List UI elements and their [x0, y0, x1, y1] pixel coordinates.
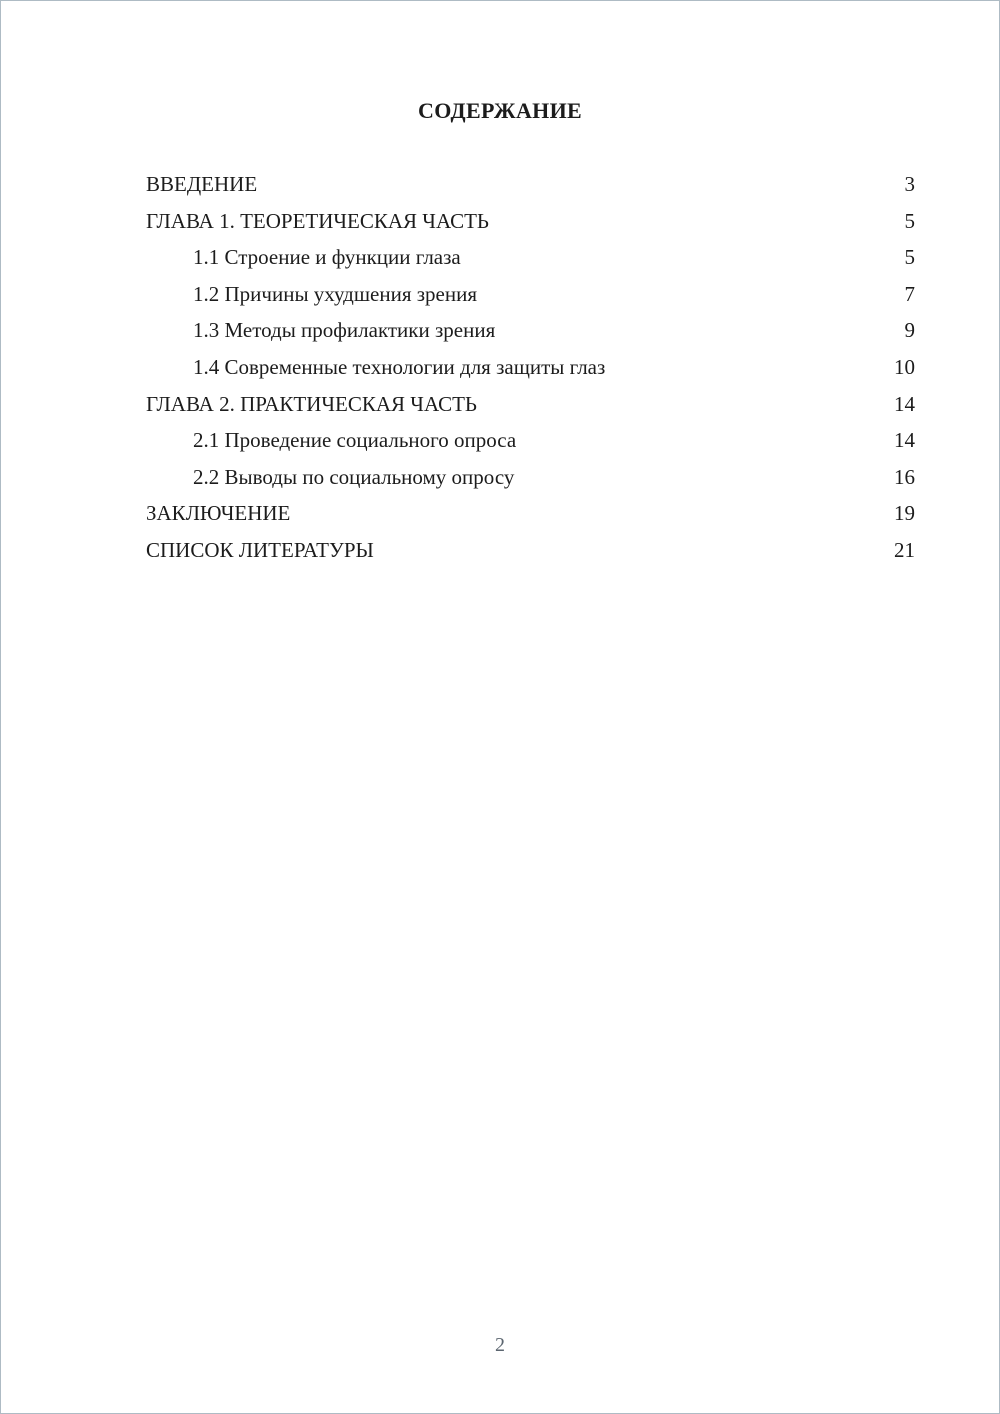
toc-row [146, 349, 915, 386]
toc-entry-page: 16 [894, 464, 915, 489]
toc-list [1, 166, 999, 569]
toc-entry-label: ГЛАВА 2. ПРАКТИЧЕСКАЯ ЧАСТЬ [146, 391, 477, 416]
toc-entry-label: 1.2 Причины ухудшения зрения [193, 281, 477, 306]
toc-entry-label: 2.1 Проведение социального опроса [193, 428, 517, 453]
toc-entry-label: 1.1 Строение и функции глаза [193, 245, 461, 270]
toc-entry-page: 3 [904, 172, 915, 196]
toc-entry-label: 2.2 Выводы по социальному опросу [193, 464, 515, 489]
page-title: СОДЕРЖАНИЕ [418, 98, 582, 123]
toc-entry-label: ГЛАВА 1. ТЕОРЕТИЧЕСКАЯ ЧАСТЬ [146, 208, 489, 233]
toc-entry-label: 1.4 Современные технологии для защиты глаз [193, 354, 606, 379]
page-number-footer: 2 [495, 1334, 505, 1356]
toc-entry-label: 1.3 Методы профилактики зрения [193, 318, 496, 343]
toc-row [146, 312, 915, 349]
toc-row [146, 276, 915, 313]
toc-entry-page: 5 [904, 245, 915, 270]
toc-row [146, 532, 915, 569]
toc-row [146, 203, 915, 240]
toc-row [146, 422, 915, 459]
toc-entry-label: СПИСОК ЛИТЕРАТУРЫ [146, 537, 374, 562]
toc-entry-page: 7 [904, 281, 915, 306]
toc-row [146, 386, 915, 423]
toc-entry-page: 14 [894, 428, 915, 453]
toc-row [146, 495, 915, 532]
toc-entry-page: 5 [904, 208, 915, 233]
toc-entry-page: 21 [894, 537, 915, 562]
toc-entry-page: 14 [894, 391, 915, 416]
toc-row [146, 166, 915, 203]
toc-entry-label: ВВЕДЕНИЕ [146, 172, 258, 196]
toc-row [146, 459, 915, 496]
toc-entry-label: ЗАКЛЮЧЕНИЕ [146, 501, 291, 526]
toc-entry-page: 19 [894, 501, 915, 526]
toc-row [146, 239, 915, 276]
toc-entry-page: 10 [894, 354, 915, 379]
toc-entry-page: 9 [904, 318, 915, 343]
